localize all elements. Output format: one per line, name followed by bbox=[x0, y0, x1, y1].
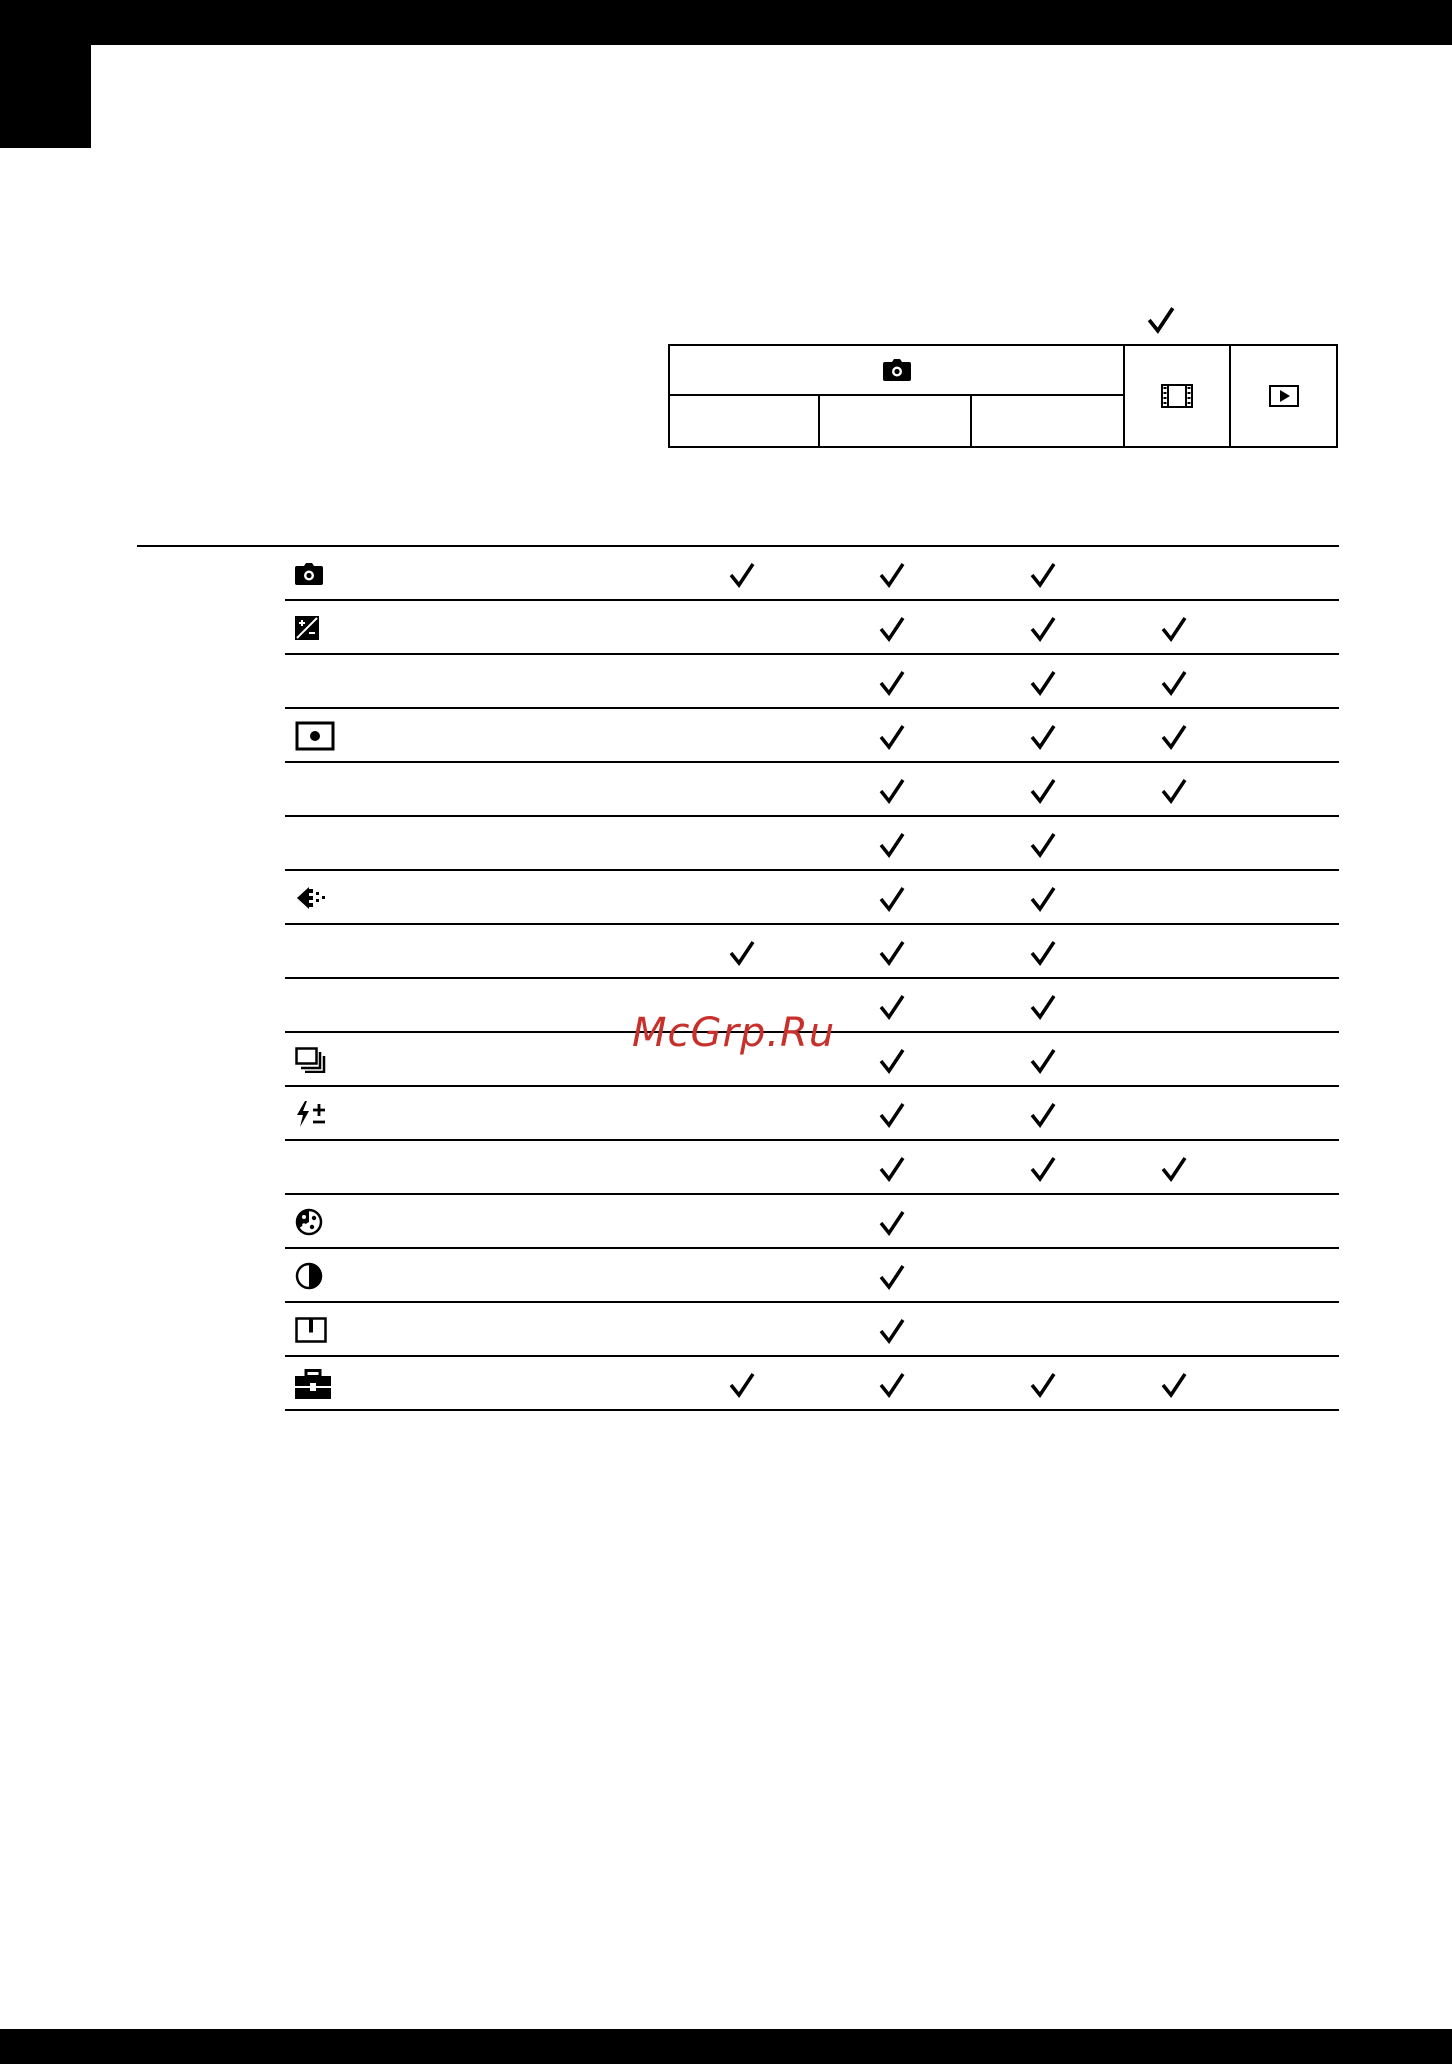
check-icon bbox=[878, 669, 906, 697]
mode-header-table bbox=[668, 344, 1338, 448]
check-icon bbox=[1029, 1101, 1057, 1129]
footer-bar bbox=[0, 2029, 1452, 2064]
table-row bbox=[285, 871, 1339, 925]
table-row bbox=[285, 1087, 1339, 1141]
contrast-icon bbox=[295, 1260, 335, 1292]
check-icon bbox=[878, 723, 906, 751]
check-icon bbox=[1160, 1371, 1188, 1399]
section-tab bbox=[0, 45, 91, 148]
check-icon bbox=[728, 1371, 756, 1399]
check-icon bbox=[1029, 777, 1057, 805]
check-icon bbox=[1029, 1155, 1057, 1183]
mode-header-sub-1 bbox=[670, 396, 820, 448]
check-icon bbox=[878, 777, 906, 805]
check-icon bbox=[878, 615, 906, 643]
header-bar bbox=[0, 0, 1452, 45]
table-row bbox=[285, 1357, 1339, 1411]
watermark: McGrp.Ru bbox=[632, 1010, 836, 1056]
exposure-compensation-icon bbox=[295, 612, 335, 644]
check-icon bbox=[1160, 669, 1188, 697]
setup-toolbox-icon bbox=[295, 1368, 335, 1400]
check-icon bbox=[878, 831, 906, 859]
image-quality-icon bbox=[295, 882, 335, 914]
mode-header-movie bbox=[1123, 346, 1231, 446]
check-icon bbox=[728, 939, 756, 967]
check-icon bbox=[1029, 993, 1057, 1021]
check-icon bbox=[1160, 615, 1188, 643]
check-icon bbox=[728, 561, 756, 589]
table-row bbox=[285, 547, 1339, 601]
check-icon bbox=[878, 939, 906, 967]
table-row bbox=[285, 1195, 1339, 1249]
check-icon bbox=[878, 1371, 906, 1399]
sharpness-icon bbox=[295, 1314, 335, 1346]
check-icon bbox=[878, 1209, 906, 1237]
table-row bbox=[285, 1141, 1339, 1195]
check-icon bbox=[1029, 939, 1057, 967]
function-availability-table bbox=[285, 547, 1339, 1411]
check-icon bbox=[878, 885, 906, 913]
camera-icon bbox=[295, 558, 335, 590]
camera-icon bbox=[883, 359, 911, 381]
check-icon bbox=[1160, 1155, 1188, 1183]
check-icon bbox=[878, 561, 906, 589]
saturation-icon bbox=[295, 1206, 335, 1238]
table-row bbox=[285, 601, 1339, 655]
check-icon bbox=[1029, 831, 1057, 859]
check-icon bbox=[878, 1317, 906, 1345]
check-icon bbox=[1160, 777, 1188, 805]
check-icon bbox=[1160, 723, 1188, 751]
check-icon bbox=[1029, 561, 1057, 589]
table-row bbox=[285, 1303, 1339, 1357]
burst-mode-icon bbox=[295, 1044, 335, 1076]
table-row bbox=[285, 763, 1339, 817]
mode-header-sub-2 bbox=[818, 396, 972, 448]
table-row bbox=[285, 709, 1339, 763]
mode-header-sub-3 bbox=[970, 396, 1121, 448]
table-row bbox=[285, 1249, 1339, 1303]
legend-check-icon bbox=[1146, 305, 1176, 335]
check-icon bbox=[878, 1155, 906, 1183]
mode-header-playback bbox=[1231, 346, 1336, 446]
mode-header-still bbox=[670, 346, 1123, 396]
film-strip-icon bbox=[1161, 384, 1193, 408]
check-icon bbox=[878, 1263, 906, 1291]
check-icon bbox=[878, 1101, 906, 1129]
table-row bbox=[285, 817, 1339, 871]
check-icon bbox=[1029, 1371, 1057, 1399]
check-icon bbox=[1029, 1047, 1057, 1075]
spot-metering-icon bbox=[295, 720, 335, 752]
table-row bbox=[285, 655, 1339, 709]
playback-icon bbox=[1269, 385, 1299, 407]
table-row bbox=[285, 925, 1339, 979]
check-icon bbox=[1029, 669, 1057, 697]
check-icon bbox=[1029, 723, 1057, 751]
check-icon bbox=[878, 993, 906, 1021]
flash-level-icon bbox=[295, 1098, 335, 1130]
check-icon bbox=[1029, 885, 1057, 913]
check-icon bbox=[878, 1047, 906, 1075]
check-icon bbox=[1029, 615, 1057, 643]
